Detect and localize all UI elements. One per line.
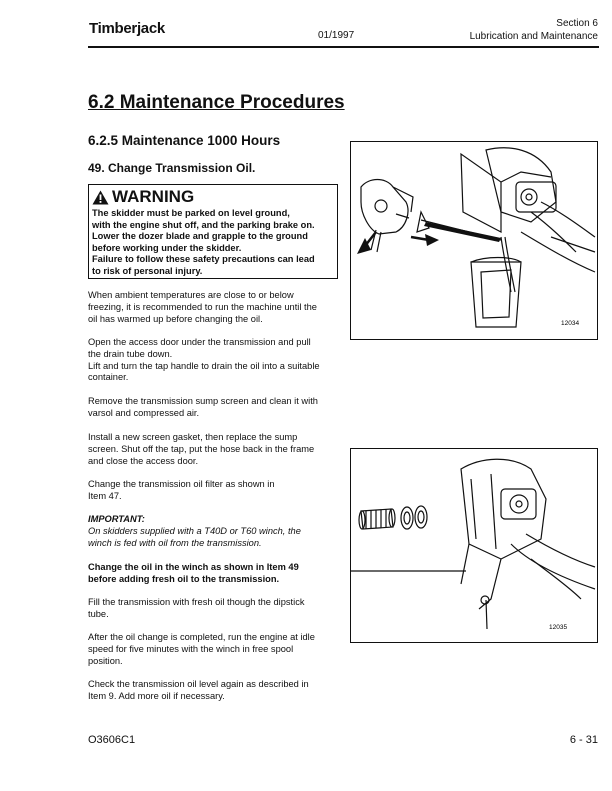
text-line: and close the access door. [88, 455, 199, 466]
header-date: 01/1997 [318, 30, 355, 41]
paragraph-important [88, 514, 350, 549]
text-line: Lift and turn the tap handle to drain the oil into a suitable [88, 360, 320, 371]
paragraph-fill [88, 597, 350, 621]
paragraph-check-level [88, 679, 350, 703]
text-line: winch is fed with oil from the transmission. [88, 537, 262, 548]
paragraph-filter [88, 479, 350, 503]
warning-line: Failure to follow these safety precautions can lead [92, 254, 315, 264]
footer-doc-code: O3606C1 [88, 734, 136, 746]
text-line: Check the transmission oil level again as described in [88, 679, 309, 689]
header-rule [88, 46, 599, 48]
text-line: screen. Shut off the tap, put the hose back in the frame [88, 443, 315, 454]
paragraph-gasket [88, 432, 350, 467]
warning-label: WARNING [112, 187, 195, 206]
figure-number: 12034 [561, 320, 580, 327]
transmission-filter-illustration [351, 449, 597, 642]
text-line: Fill the transmission with fresh oil though the dipstick [88, 597, 305, 607]
paragraph-run-engine [88, 632, 350, 667]
section-subtitle: 6.2.5 Maintenance 1000 Hours [88, 133, 281, 148]
warning-line: with the engine shut off, and the parking brake on. [92, 219, 315, 230]
step-title: 49. Change Transmission Oil. [88, 161, 256, 175]
text-line: Remove the transmission sump screen and clean it with [88, 396, 318, 406]
warning-line: before working under the skidder. [92, 242, 242, 253]
text-line: speed for five minutes with the winch in free spool [88, 643, 294, 654]
text-line: When ambient temperatures are close to or below [88, 290, 294, 300]
warning-line: to risk of personal injury. [92, 265, 203, 276]
warning-line: Lower the dozer blade and grapple to the ground [92, 231, 308, 241]
paragraph-screen [88, 396, 350, 420]
text-line: On skidders supplied with a T40D or T60 winch, the [88, 525, 301, 536]
figure-transmission-drain [350, 141, 598, 340]
paragraph-temperature [88, 290, 350, 325]
text-line: Change the transmission oil filter as shown in [88, 479, 275, 489]
text-line: Change the oil in the winch as shown in Item 49 [88, 562, 299, 572]
text-line: tube. [88, 608, 109, 619]
text-line: After the oil change is completed, run the engine at idle [88, 632, 315, 642]
section-title: Lubrication and Maintenance [469, 31, 598, 42]
text-line: freezing, it is recommended to run the machine until the [88, 301, 317, 312]
text-line: Install a new screen gasket, then replace the sump [88, 432, 298, 442]
warning-triangle-icon [92, 190, 109, 205]
text-line: Item 9. Add more oil if necessary. [88, 690, 225, 701]
warning-box [88, 184, 338, 279]
transmission-drain-illustration [351, 142, 597, 339]
text-line: Item 47. [88, 490, 122, 501]
page-title: 6.2 Maintenance Procedures [88, 92, 345, 113]
text-line: position. [88, 655, 123, 666]
text-line: oil has warmed up before changing the oil. [88, 313, 263, 324]
warning-text [92, 208, 334, 277]
warning-heading [92, 187, 334, 207]
text-line: Open the access door under the transmission and pull [88, 337, 311, 347]
text-line: the drain tube down. [88, 348, 173, 359]
paragraph-winch [88, 562, 350, 586]
paragraph-drain [88, 337, 350, 384]
figure-number: 12035 [549, 624, 568, 631]
warning-line: The skidder must be parked on level ground, [92, 208, 290, 218]
header-section [470, 17, 598, 43]
text-line: varsol and compressed air. [88, 407, 200, 418]
figure-transmission-filter [350, 448, 598, 643]
important-label: IMPORTANT: [88, 514, 145, 524]
brand-logo: Timberjack [89, 20, 165, 37]
text-line: container. [88, 372, 129, 383]
text-line: before adding fresh oil to the transmission. [88, 573, 280, 584]
section-number: Section 6 [556, 18, 598, 29]
footer-page-number: 6 - 31 [569, 734, 598, 746]
